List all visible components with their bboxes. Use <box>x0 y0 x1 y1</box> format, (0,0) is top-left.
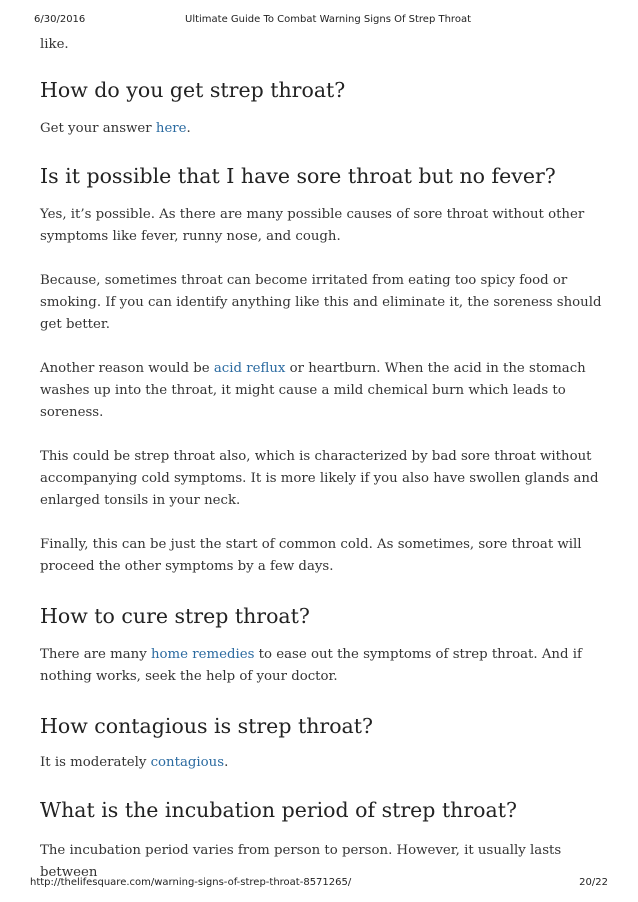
paragraph-throat-irritated: Because, sometimes throat can become irritated from eating too spicy food or smoking. If you can identify anything like this and eliminate it, the soreness should get better. <box>40 273 602 332</box>
link-home-remedies[interactable]: home remedies <box>150 647 255 662</box>
heading-how-contagious: How contagious is strep throat? <box>40 714 373 738</box>
heading-incubation-period: What is the incubation period of strep throat? <box>40 798 517 822</box>
text: There are many <box>40 647 151 662</box>
text: to ease out the symptoms of strep throat. And if nothing works, seek the help of your doctor. <box>40 647 582 684</box>
text: . <box>224 755 229 770</box>
paragraph-incubation: The incubation period varies from person to person. However, it usually lasts between <box>40 843 562 880</box>
print-date: 6/30/2016 <box>34 14 86 25</box>
paragraph-get-answer <box>40 118 610 140</box>
intro-tail-text: like. <box>40 37 69 52</box>
print-url: http://thelifesquare.com/warning-signs-of-strep-throat-8571265/ <box>30 877 352 888</box>
paragraph-strep-also: This could be strep throat also, which is characterized by bad sore throat without accompanying cold symptoms. It is more likely if you also have swollen glands and enlarged tonsils in your neck. <box>40 449 599 508</box>
page-number: 20/22 <box>579 877 608 888</box>
link-here[interactable]: here <box>155 121 187 136</box>
heading-how-to-cure: How to cure strep throat? <box>40 604 310 628</box>
link-contagious[interactable]: contagious <box>150 755 225 770</box>
text: Another reason would be <box>40 361 214 376</box>
print-title: Ultimate Guide To Combat Warning Signs Of Strep Throat <box>185 14 471 25</box>
text: or heartburn. When the acid in the stomach washes up into the throat, it might cause a mild chemical burn which leads to soreness. <box>40 361 586 420</box>
text: . <box>186 121 191 136</box>
text: It is moderately <box>40 755 151 770</box>
link-acid-reflux[interactable]: acid reflux <box>213 361 286 376</box>
paragraph-yes-possible: Yes, it’s possible. As there are many possible causes of sore throat without other symptoms like fever, runny nose, and cough. <box>40 207 585 244</box>
paragraph-home-remedies <box>40 644 610 688</box>
paragraph-common-cold: Finally, this can be just the start of common cold. As sometimes, sore throat will proceed the other symptoms by a few days. <box>40 537 582 574</box>
paragraph-moderately-contagious <box>40 752 610 774</box>
paragraph-acid-reflux <box>40 358 610 424</box>
heading-sore-throat-no-fever: Is it possible that I have sore throat but no fever? <box>40 164 556 188</box>
text: Get your answer <box>40 121 156 136</box>
heading-how-get-strep: How do you get strep throat? <box>40 78 346 102</box>
